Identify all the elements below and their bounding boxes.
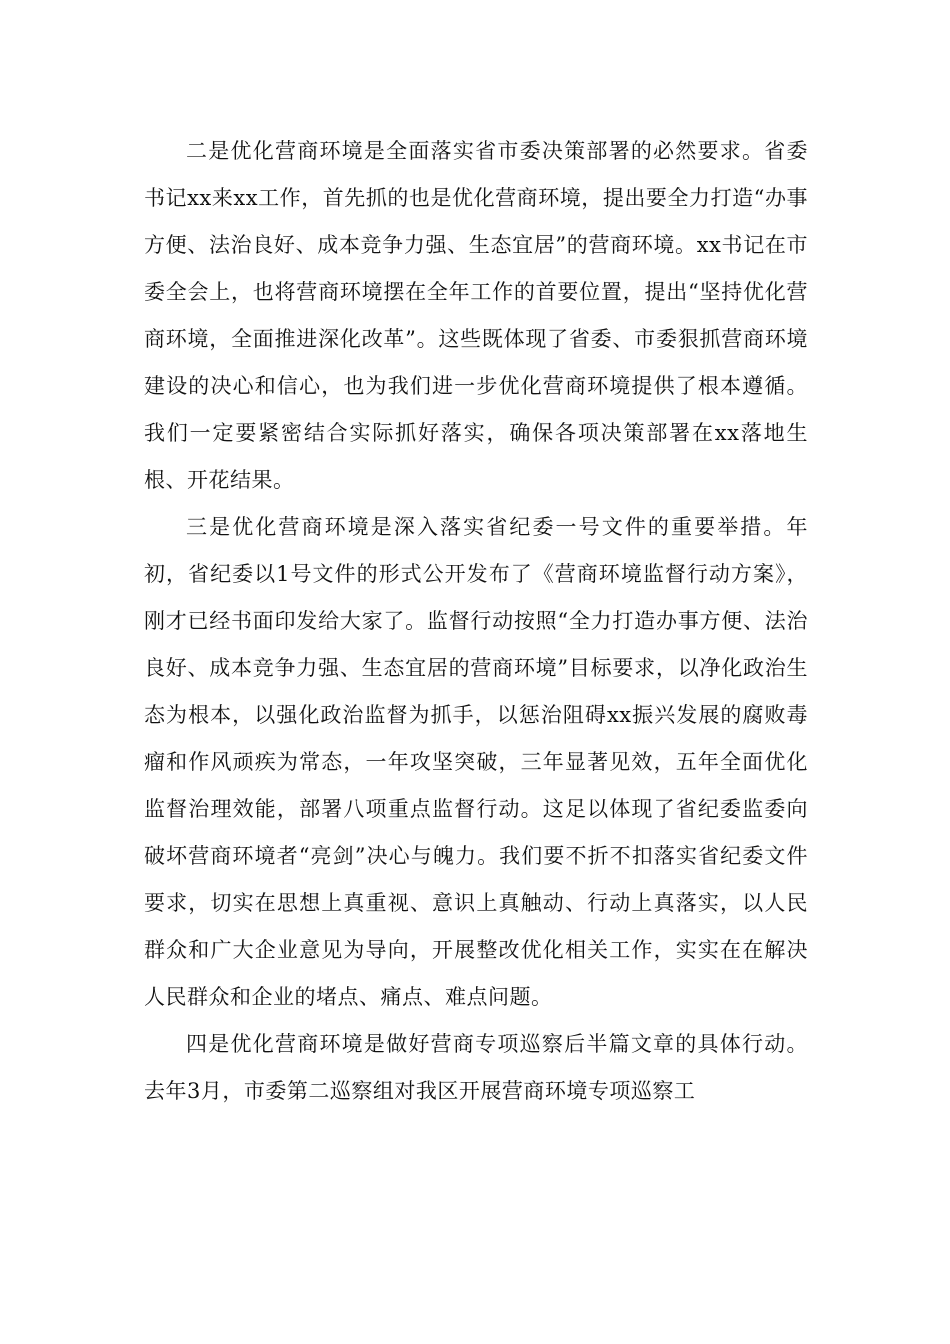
document-body bbox=[144, 128, 808, 1115]
paragraph-4: 四是优化营商环境是做好营商专项巡察后半篇文章的具体行动。去年3月，市委第二巡察组对我区开展营商环境专项巡察工 bbox=[144, 1032, 808, 1103]
paragraph-3: 三是优化营商环境是深入落实省纪委一号文件的重要举措。年初，省纪委以1号文件的形式公开发布了《营商环境监督行动方案》，刚才已经书面印发给大家了。监督行动按照“全力打造办事方便、法治良好、成本竞争力强、生态宜居的营商环境”目标要求，以净化政治生态为根本，以强化政治监督为抓手，以惩治阻碍xx振兴发展的腐败毒瘤和作风顽疾为常态，一年攻坚突破，三年显著见效，五年全面优化监督治理效能，部署八项重点监督行动。这足以体现了省纪委监委向破坏营商环境者“亮剑”决心与魄力。我们要不折不扣落实省纪委文件要求，切实在思想上真重视、意识上真触动、行动上真落实，以人民群众和广大企业意见为导向，开展整改优化相关工作，实实在在解决人民群众和企业的堵点、痛点、难点问题。 bbox=[144, 515, 808, 1009]
paragraph-2: 二是优化营商环境是全面落实省市委决策部署的必然要求。省委书记xx来xx工作，首先抓的也是优化营商环境，提出要全力打造“办事方便、法治良好、成本竞争力强、生态宜居”的营商环境。xx书记在市委全会上，也将营商环境摆在全年工作的首要位置，提出“坚持优化营商环境，全面推进深化改革”。这些既体现了省委、市委狠抓营商环境建设的决心和信心，也为我们进一步优化营商环境提供了根本遵循。我们一定要紧密结合实际抓好落实，确保各项决策部署在xx落地生根、开花结果。 bbox=[144, 139, 808, 492]
